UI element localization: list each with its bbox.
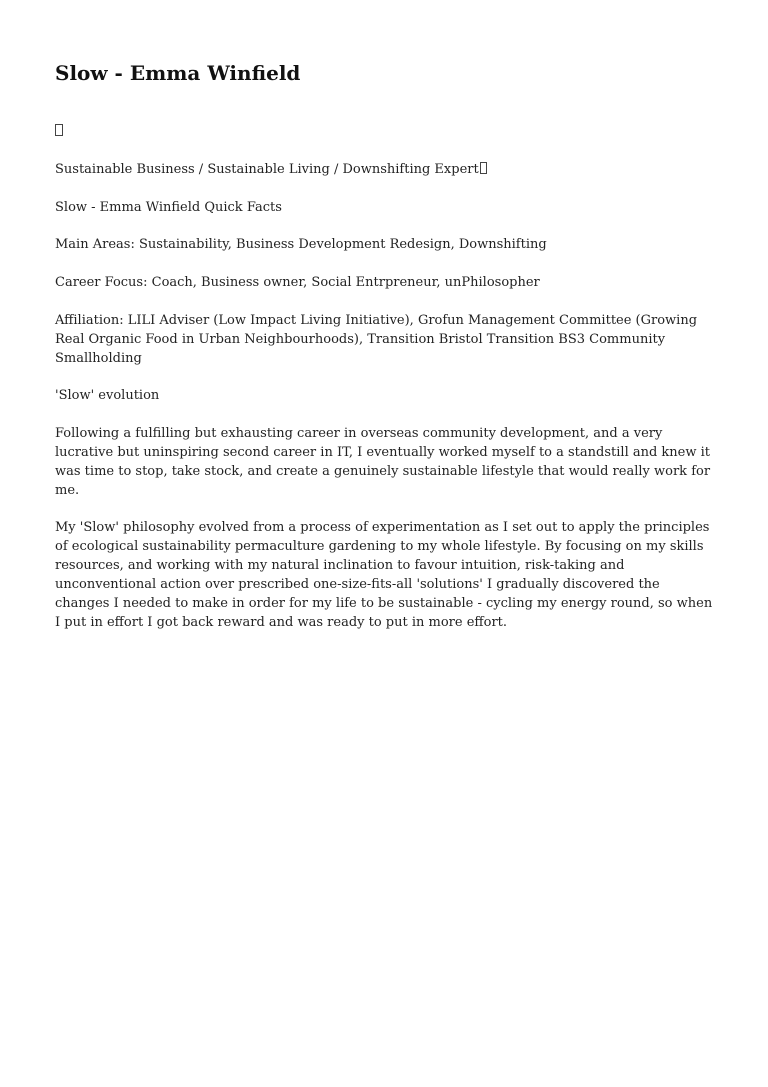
career-focus: Career Focus: Coach, Business owner, Social Entrpreneur, unPhilosopher [55, 275, 540, 290]
subtitle [55, 160, 715, 179]
missing-glyph-icon [55, 124, 63, 136]
quick-facts-heading: Slow - Emma Winfield Quick Facts [55, 200, 282, 215]
evolution-heading: 'Slow' evolution [55, 388, 160, 403]
missing-glyph-icon [480, 162, 487, 174]
page-title: Slow - Emma Winfield [55, 61, 301, 85]
main-areas: Main Areas: Sustainability, Business Development Redesign, Downshifting [55, 237, 547, 252]
body-paragraph-1: Following a fulfilling but exhausting career in overseas community development, and a very lucrative but uninspiring second career in IT, I eventually worked myself to a standstill and knew it was time to stop, take stock, and create a genuinely sustainable lifestyle that would really work for me. [55, 426, 711, 498]
affiliation: Affiliation: LILI Adviser (Low Impact Living Initiative), Grofun Management Committee (Growing Real Organic Food in Urban Neighbourhoods), Transition Bristol Transition BS3 Community Smallholding [55, 313, 698, 366]
subtitle-text: Sustainable Business / Sustainable Living / Downshifting Expert [55, 162, 479, 177]
body-paragraph-2: My 'Slow' philosophy evolved from a process of experimentation as I set out to apply the principles of ecological sustainability permaculture gardening to my whole lifestyle. By focusing on my skills resources, and working with my natural inclination to favour intuition, risk-taking and unconventional action over prescribed one-size-fits-all 'solutions' I gradually discovered the changes I needed to make in order for my life to be sustainable - cycling my energy round, so when I put in effort I got back reward and was ready to put in more effort. [55, 520, 713, 630]
